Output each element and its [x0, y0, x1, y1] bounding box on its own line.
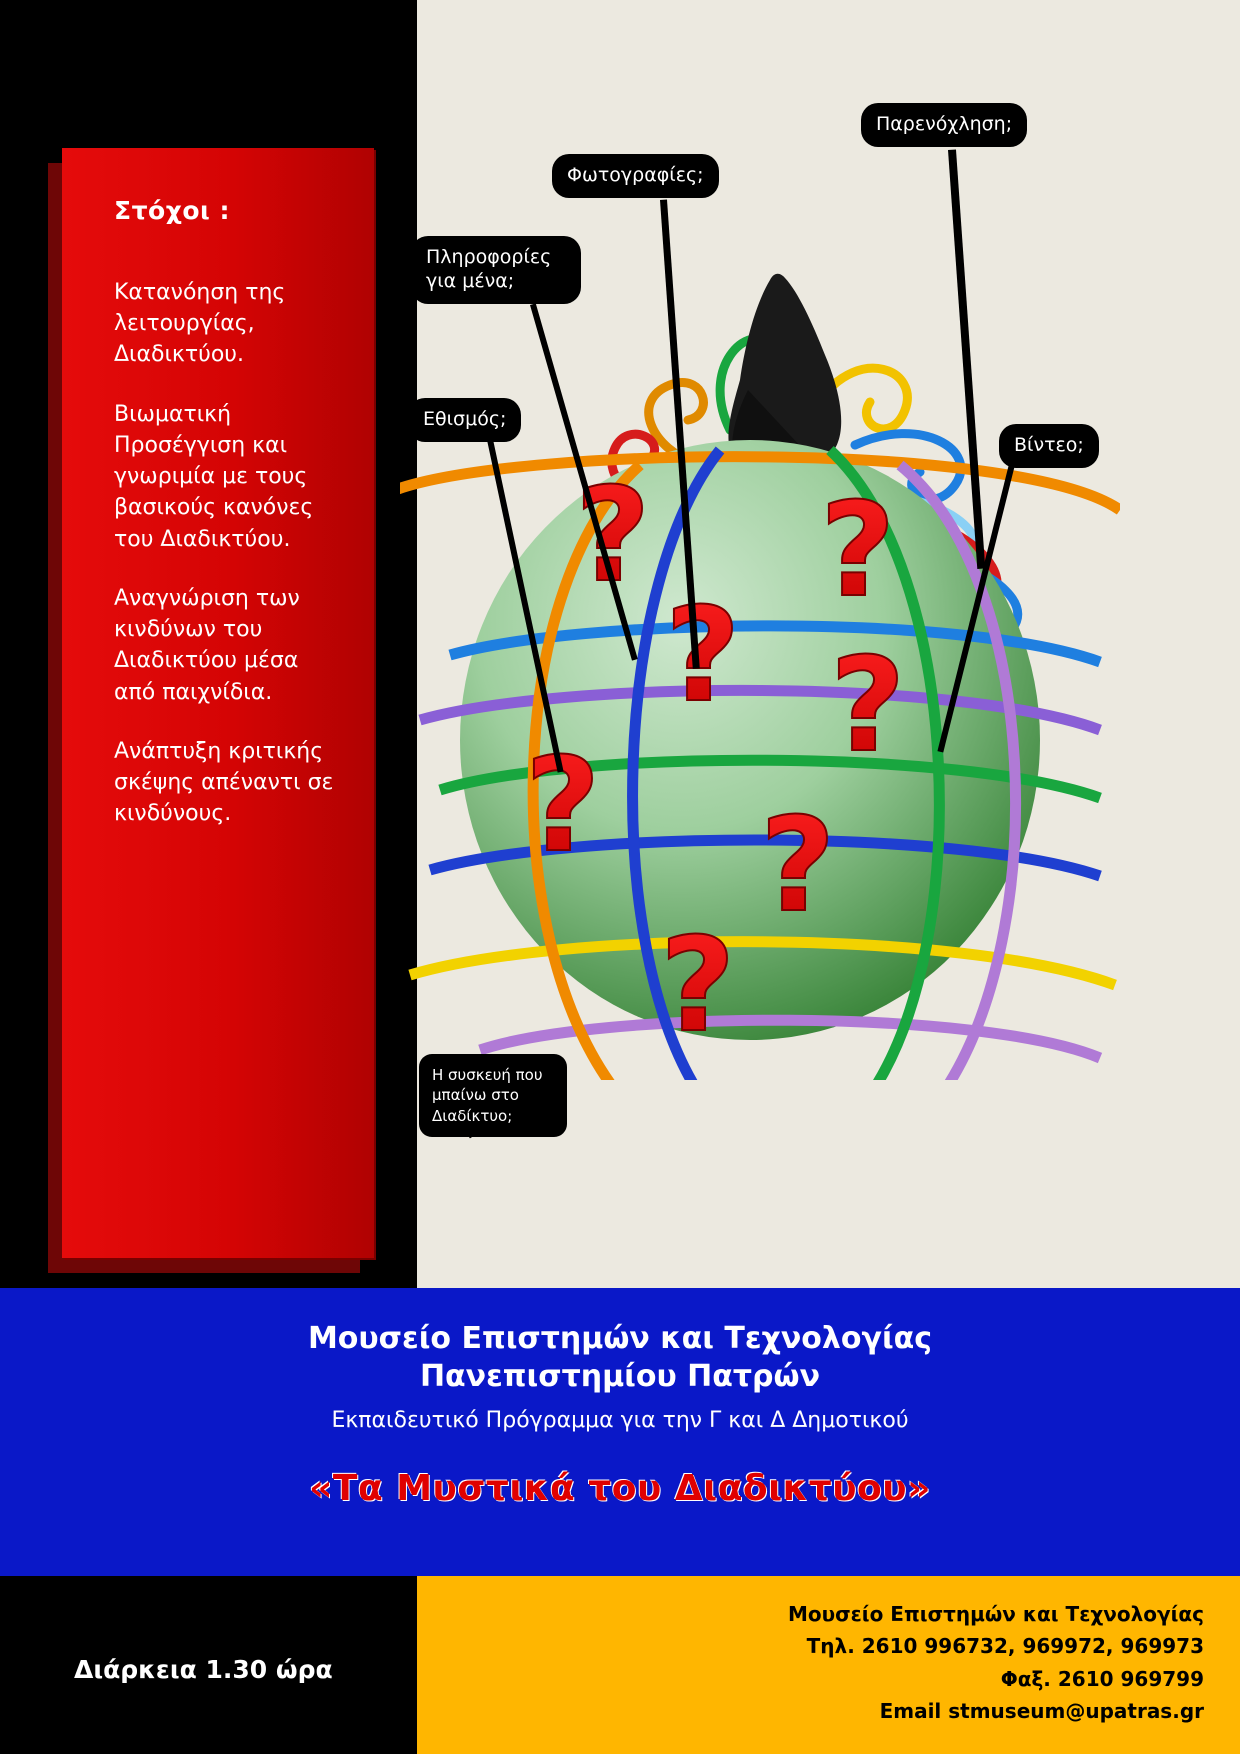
- contact-fax: Φαξ. 2610 969799: [1000, 1666, 1204, 1691]
- program-title: «Τα Μυστικά του Διαδικτύου»: [309, 1468, 931, 1509]
- duration-label: Διάρκεια 1.30 ώρα: [74, 1655, 333, 1684]
- callout-device[interactable]: [420, 1055, 566, 1136]
- contact-box: [417, 1576, 1240, 1754]
- callout-label: Η συσκευή που μπαίνω στο Διαδίκτυο;: [432, 1066, 543, 1125]
- svg-text:?: ?: [525, 729, 601, 881]
- callout-addiction[interactable]: [409, 399, 520, 441]
- objectives-title: Στόχοι :: [114, 196, 230, 225]
- svg-text:?: ?: [665, 579, 741, 731]
- svg-text:?: ?: [830, 629, 906, 781]
- program-subtitle: Εκπαιδευτικό Πρόγραμμα για την Γ και Δ Δημοτικού: [331, 1408, 909, 1433]
- contact-email[interactable]: Email stmuseum@upatras.gr: [879, 1699, 1204, 1724]
- contact-phone: Τηλ. 2610 996732, 969972, 969973: [806, 1634, 1204, 1659]
- svg-text:?: ?: [820, 474, 896, 626]
- callout-label: Φωτογραφίες;: [567, 164, 704, 186]
- callout-harassment[interactable]: [862, 104, 1026, 146]
- objectives-panel: [62, 148, 374, 1258]
- callout-label: Παρενόχληση;: [876, 113, 1013, 135]
- svg-text:?: ?: [575, 459, 651, 611]
- objective-item: Κατανόηση της λειτουργίας, Διαδικτύου.: [114, 280, 286, 368]
- svg-text:?: ?: [660, 909, 736, 1061]
- organization-line-2: Πανεπιστημίου Πατρών: [419, 1359, 821, 1395]
- svg-text:?: ?: [760, 789, 836, 941]
- organization-name: [0, 1320, 1240, 1397]
- callout-label: Βίντεο;: [1014, 434, 1084, 456]
- callout-photos[interactable]: [553, 155, 718, 197]
- callout-info-about-me[interactable]: [412, 237, 580, 303]
- callout-label: Εθισμός;: [423, 408, 507, 430]
- objective-item: Βιωματική Προσέγγιση και γνωριμία με τους βασικούς κανόνες του Διαδικτύου.: [114, 401, 314, 552]
- objective-item: Ανάπτυξη κριτικής σκέψης απέναντι σε κινδύνους.: [114, 738, 334, 827]
- objective-item: Αναγνώριση των κινδύνων του Διαδικτύου μέσα από παιχνίδια.: [114, 585, 300, 705]
- contact-name: Μουσείο Επιστημών και Τεχνολογίας: [787, 1602, 1204, 1626]
- callout-video[interactable]: [1000, 425, 1098, 467]
- organization-line-1: Μουσείο Επιστημών και Τεχνολογίας: [307, 1321, 933, 1356]
- globe-svg: [400, 250, 1120, 1080]
- globe-illustration: [400, 250, 1120, 1080]
- callout-label: Πληροφορίες για μένα;: [426, 246, 552, 292]
